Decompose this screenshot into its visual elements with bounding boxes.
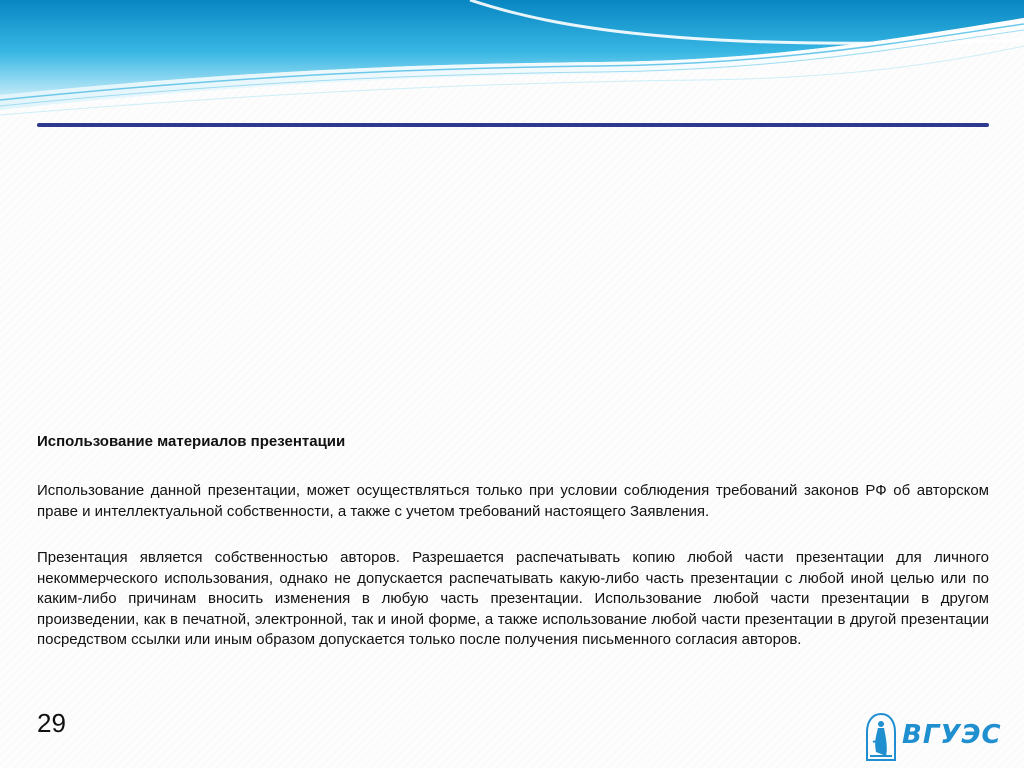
- university-logo: [864, 712, 1002, 762]
- logo-text: ВГУЭС: [902, 720, 1002, 750]
- section-title: Использование материалов презентации: [37, 433, 346, 450]
- page-number: 29: [37, 708, 66, 738]
- university-emblem-icon: [864, 712, 898, 762]
- paragraph-usage-conditions: Использование данной презентации, может осуществляться только при условии соблюдения требований законов РФ об авторском праве и интеллектуальной собственности, а также с учетом требований настоящего Заявления.: [37, 482, 989, 520]
- title-divider: [37, 123, 989, 127]
- header-wave-decoration: [0, 0, 1024, 125]
- paragraph-ownership: Презентация является собственностью авторов. Разрешается распечатывать копию любой части презентации для личного некоммерческого использования, однако не допускается распечатывать какую-либо часть презентации с любой иной целью или по каким-либо причинам вносить изменения в любую часть презентации. Использование любой части презентации в другом произведении, как в печатной, электронной, так и иной форме, а также использование любой части презентации в другой презентации посредством ссылки или иным образом допускается только после получения письменного согласия авторов.: [37, 549, 989, 648]
